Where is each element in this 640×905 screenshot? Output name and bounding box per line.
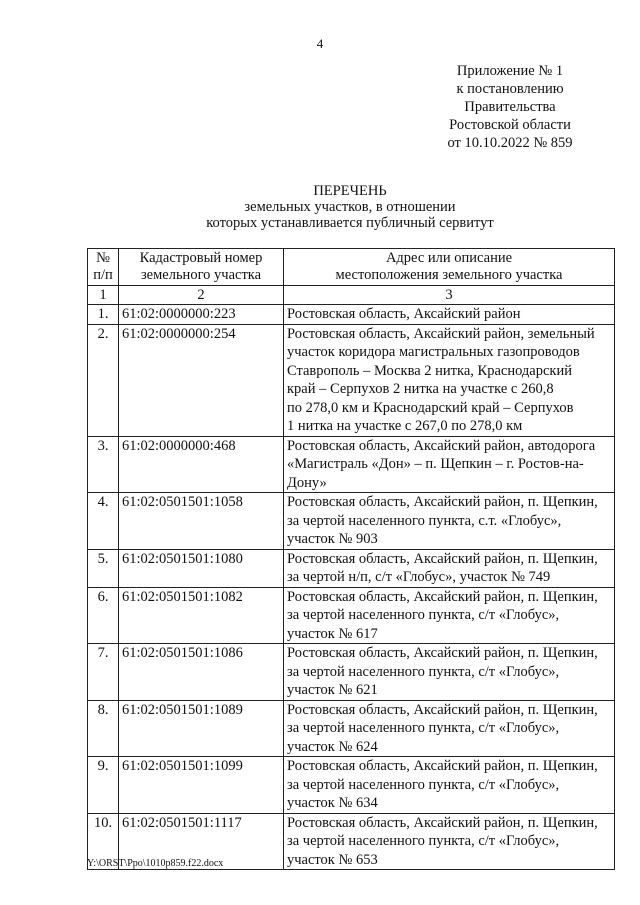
address-cell (284, 700, 615, 757)
row-number: 5. (88, 549, 119, 587)
row-number: 6. (88, 587, 119, 644)
address-line: Ставрополь – Москва 2 нитка, Краснодарский (287, 362, 572, 379)
address-cell (284, 644, 615, 701)
page-number: 4 (316, 36, 324, 51)
file-path-footer: Y:\ORST\Ppo\1010p859.f22.docx (87, 858, 224, 869)
address-line: Ростовская область, Аксайский район, земельный (287, 325, 595, 342)
address-line: Ростовская область, Аксайский район, п. Щепкин, (287, 758, 598, 774)
row-number: 4. (88, 493, 119, 550)
address-line: за чертой населенного пункта, с/т «Глобус», (287, 720, 560, 736)
address-line: за чертой н/п, с/т «Глобус», участок № 749 (287, 569, 551, 585)
table-row (88, 493, 615, 550)
header-address-line: Адрес или описание (385, 250, 513, 266)
index-cell: 3 (284, 286, 615, 305)
address-line: участок № 634 (287, 795, 378, 811)
appendix-line: Приложение № 1 (456, 63, 564, 79)
row-number: 1. (88, 305, 119, 325)
header-num (88, 249, 119, 286)
cadastral-number: 61:02:0501501:1080 (119, 549, 284, 587)
header-num-line: № (96, 250, 110, 266)
address-line: за чертой населенного пункта, с/т «Глобус», (287, 833, 560, 849)
address-line: «Магистраль «Дон» – п. Щепкин – г. Ростов-на- (287, 456, 584, 472)
parcels-table (87, 248, 615, 870)
address-cell (284, 587, 615, 644)
row-number: 10. (88, 813, 119, 870)
header-address-line: местоположения земельного участка (335, 267, 563, 283)
appendix-line: к постановлению (456, 81, 564, 97)
address-cell (284, 493, 615, 550)
appendix-block (420, 62, 600, 152)
row-number: 8. (88, 700, 119, 757)
header-num-line: п/п (93, 267, 113, 283)
cadastral-number: 61:02:0000000:468 (119, 436, 284, 493)
table-row (88, 324, 615, 436)
address-cell (284, 813, 615, 870)
address-cell (284, 436, 615, 493)
row-number: 9. (88, 757, 119, 814)
table-row (88, 587, 615, 644)
address-line: участок № 624 (287, 738, 378, 755)
address-line: участок № 653 (287, 851, 378, 868)
address-cell (284, 757, 615, 814)
address-line: 1 нитка на участке с 267,0 по 278,0 км (287, 418, 523, 434)
table-header-row (88, 249, 615, 286)
index-cell: 1 (88, 286, 119, 305)
table-row (88, 644, 615, 701)
address-line: Ростовская область, Аксайский район, п. Щепкин, (287, 550, 598, 567)
title-line: земельных участков, в отношении (244, 199, 456, 215)
cadastral-number: 61:02:0000000:223 (119, 305, 284, 325)
address-line: за чертой населенного пункта, с/т «Глобус», (287, 607, 560, 623)
address-cell (284, 324, 615, 436)
table-row (88, 700, 615, 757)
row-number: 7. (88, 644, 119, 701)
cadastral-number: 61:02:0501501:1058 (119, 493, 284, 550)
cadastral-number: 61:02:0000000:254 (119, 324, 284, 436)
cadastral-number: 61:02:0501501:1089 (119, 700, 284, 757)
table-row (88, 549, 615, 587)
appendix-line: Правительства (464, 99, 556, 115)
row-number: 2. (88, 324, 119, 436)
row-number: 3. (88, 436, 119, 493)
header-cadastral-line: Кадастровый номер (139, 250, 263, 266)
header-cadastral-line: земельного участка (140, 267, 262, 283)
address-line: Ростовская область, Аксайский район, п. Щепкин, (287, 494, 598, 510)
address-line: за чертой населенного пункта, с/т «Глобус», (287, 776, 560, 793)
table-row (88, 305, 615, 325)
column-index-row (88, 286, 615, 305)
address-line: за чертой населенного пункта, с/т «Глобус», (287, 663, 560, 680)
title-heading: ПЕРЕЧЕНЬ (313, 183, 387, 199)
index-cell: 2 (119, 286, 284, 305)
cadastral-number: 61:02:0501501:1117 (119, 813, 284, 870)
address-line: Ростовская область, Аксайский район (287, 306, 521, 322)
address-line: по 278,0 км и Краснодарский край – Серпухов (287, 399, 574, 416)
header-cadastral (119, 249, 284, 286)
address-line: за чертой населенного пункта, с.т. «Глобус», (287, 512, 562, 529)
appendix-line: от 10.10.2022 № 859 (447, 135, 573, 151)
table-row (88, 757, 615, 814)
title-line: которых устанавливается публичный сервитут (206, 215, 494, 231)
address-line: участок № 617 (287, 625, 378, 642)
address-cell (284, 549, 615, 587)
cadastral-number: 61:02:0501501:1099 (119, 757, 284, 814)
address-line: участок № 903 (287, 531, 378, 547)
document-title (0, 183, 640, 231)
address-line: край – Серпухов 2 нитка на участке с 260,8 (287, 381, 554, 397)
address-line: участок № 621 (287, 682, 378, 698)
address-line: Дону» (287, 474, 327, 491)
cadastral-number: 61:02:0501501:1082 (119, 587, 284, 644)
address-cell (284, 305, 615, 325)
address-line: Ростовская область, Аксайский район, п. Щепкин, (287, 701, 598, 718)
address-line: участок коридора магистральных газопроводов (287, 344, 580, 360)
address-line: Ростовская область, Аксайский район, п. Щепкин, (287, 814, 598, 831)
cadastral-number: 61:02:0501501:1086 (119, 644, 284, 701)
appendix-line: Ростовской области (449, 117, 571, 133)
address-line: Ростовская область, Аксайский район, п. Щепкин, (287, 588, 598, 605)
address-line: Ростовская область, Аксайский район, автодорога (287, 437, 596, 454)
address-line: Ростовская область, Аксайский район, п. Щепкин, (287, 645, 598, 661)
header-address (284, 249, 615, 286)
table-row (88, 436, 615, 493)
